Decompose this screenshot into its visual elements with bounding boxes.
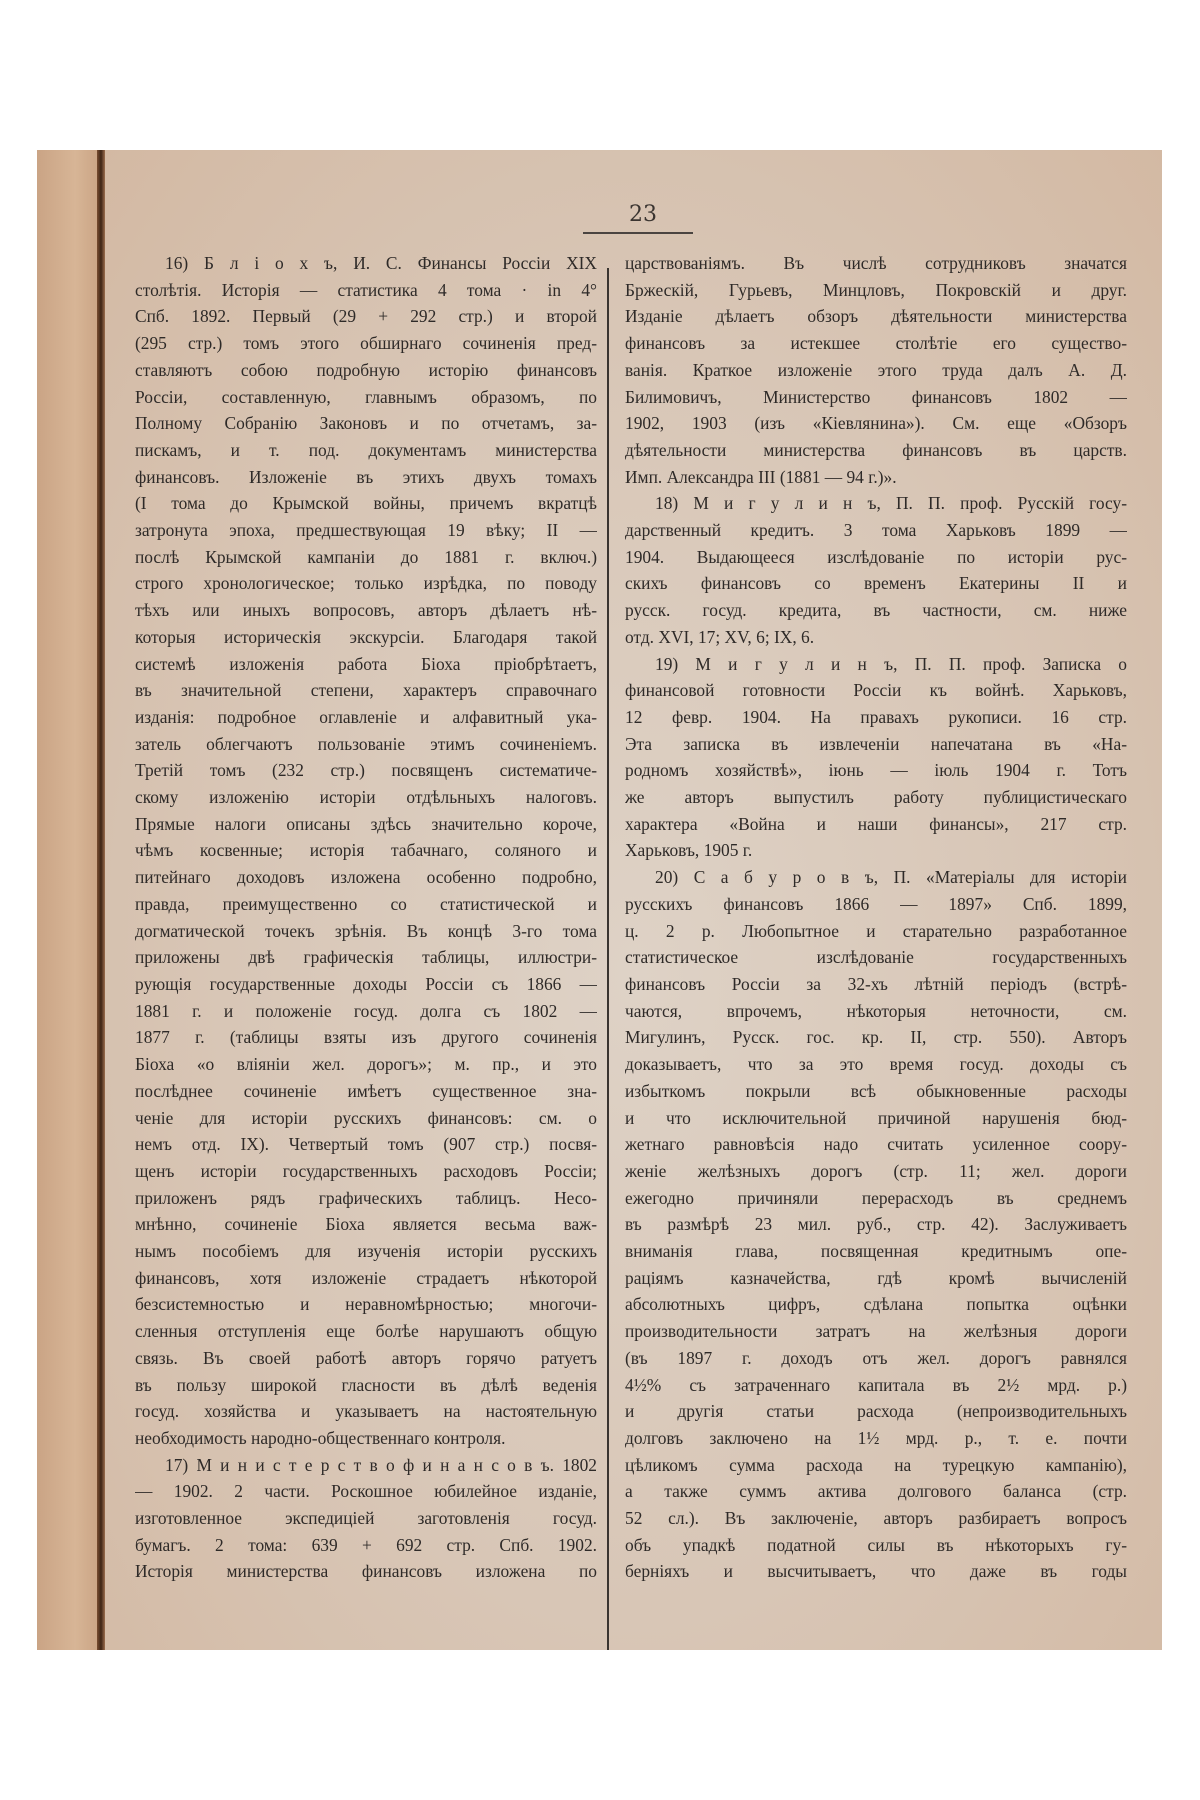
text-line: (въ 1897 г. доходъ отъ жел. дорогъ равнялся [625, 1347, 1127, 1368]
text-line: дѣятельности министерства финансовъ въ царств. [625, 439, 1127, 460]
text-line: отд. XVI, 17; XV, 6; IX, 6. [625, 626, 815, 647]
text-line: производительности затратъ на желѣзныя дороги [625, 1321, 1127, 1342]
text-line: вниманія глава, посвященная кредитнымъ опе- [625, 1241, 1127, 1262]
text-line: приложены двѣ графическія таблицы, иллюстри- [135, 947, 597, 968]
text-line: затель облегчаютъ пользованіе этимъ сочиненіемъ. [135, 733, 597, 754]
text-line: финансовъ. Изложеніе въ этихъ двухъ томахъ [135, 466, 597, 487]
column-divider [607, 268, 609, 1650]
book-photo [37, 150, 1162, 1650]
page-number-rule [583, 232, 693, 234]
text-line: (295 стр.) томъ этого обширнаго сочиненія пред- [135, 333, 597, 354]
text-line: Имп. Александра III (1881 — 94 г.)». [625, 466, 897, 487]
text-line: долговъ заключено на 1½ мрд. р., т. е. почти [625, 1427, 1127, 1448]
text-line: русск. госуд. кредита, въ частности, см. ниже [625, 600, 1127, 621]
text-line: 16) Б л і о х ъ, И. С. Финансы Россіи XIX [165, 253, 597, 273]
text-line: же авторъ выпустилъ работу публицистическаго [625, 787, 1127, 808]
text-line: строго хронологическое; только изрѣдка, по поводу [135, 573, 597, 594]
text-line: Спб. 1892. Первый (29 + 292 стр.) и второй [135, 306, 597, 327]
text-line: сленныя отступленія еще болѣе нарушаютъ общую [135, 1321, 597, 1342]
right-column [615, 250, 1127, 1585]
text-line: въ значительной степени, характеръ справочнаго [135, 680, 597, 701]
text-line: финансовъ Россіи за 32-хъ лѣтній періодъ (встрѣ- [625, 973, 1127, 994]
text-line: послѣ Крымской кампаніи до 1881 г. включ.) [135, 546, 597, 567]
text-line: системѣ изложенія работа Біоха пріобрѣтаетъ, [135, 653, 597, 674]
text-line: финансовъ, хотя изложеніе страдаетъ нѣкоторой [135, 1267, 597, 1288]
text-line: тѣхъ или иныхъ вопросовъ, авторъ дѣлаетъ нѣ- [135, 600, 597, 621]
text-line: Билимовичъ, Министерство финансовъ 1802 — [625, 386, 1127, 407]
text-line: жетнаго равновѣсія надо считать усиленное соору- [625, 1134, 1127, 1155]
text-line: русскихъ финансовъ 1866 — 1897» Спб. 1899, [625, 893, 1127, 914]
text-line: финансовъ за истекшее столѣтіе его существо- [625, 333, 1127, 354]
text-line: правда, преимущественно со статистической и [135, 893, 597, 914]
previous-page-edge [37, 150, 101, 1650]
text-line: затронута эпоха, предшествующая 19 вѣку; II — [135, 520, 597, 541]
text-line: немъ отд. IX). Четвертый томъ (907 стр.) посвя- [135, 1134, 597, 1155]
text-line: Россіи, составленную, главнымъ образомъ, по [135, 386, 597, 407]
text-line: (I тома до Крымской войны, причемъ вкратцѣ [135, 493, 597, 514]
text-line: раціямъ казначейства, гдѣ кромѣ вычисленій [625, 1267, 1127, 1288]
text-line: и что исключительной причиной нарушенія бюд- [625, 1107, 1127, 1128]
text-line: скихъ финансовъ со временъ Екатерины II и [625, 573, 1127, 594]
text-line: цѣликомъ сумма расхода на турецкую кампанію), [625, 1454, 1127, 1475]
text-line: царствованіямъ. Въ числѣ сотрудниковъ значатся [625, 253, 1127, 273]
text-line: ванія. Краткое изложеніе этого труда далъ А. Д. [625, 359, 1127, 380]
text-line: дарственный кредитъ. 3 тома Харьковъ 1899 — [625, 520, 1127, 541]
text-line: связь. Въ своей работѣ авторъ горячо ратуетъ [135, 1347, 597, 1368]
text-line: 20) С а б у р о в ъ, П. «Матеріалы для исторіи [655, 867, 1127, 888]
text-line: 17) М и н и с т е р с т в о ф и н а н с о в ъ. 1802 [165, 1454, 597, 1475]
text-line: изданія: подробное оглавленіе и алфавитный ука- [135, 706, 597, 727]
text-line: Исторія министерства финансовъ изложена по [135, 1561, 597, 1582]
text-line: мнѣнно, сочиненіе Біоха является весьма важ- [135, 1214, 597, 1235]
text-line: чѣмъ косвенные; исторія табачнаго, соляного и [135, 840, 597, 861]
text-line: пискамъ, и т. под. документамъ министерства [135, 439, 597, 460]
book-page [105, 150, 1162, 1650]
text-line: статистическое изслѣдованіе государственныхъ [625, 947, 1127, 968]
text-line: Прямые налоги описаны здѣсь значительно короче, [135, 813, 597, 834]
text-line: 12 февр. 1904. На правахъ рукописи. 16 стр. [625, 706, 1127, 727]
text-line: берніяхъ и высчитываетъ, что даже въ годы [625, 1561, 1127, 1582]
text-line: рующія государственные доходы Россіи съ 1866 — [135, 973, 597, 994]
text-line: въ размѣрѣ 23 мил. руб., стр. 42). Заслуживаетъ [625, 1214, 1127, 1235]
text-line: бумагъ. 2 тома: 639 + 692 стр. Спб. 1902. [135, 1534, 597, 1555]
text-line: — 1902. 2 части. Роскошное юбилейное изданіе, [135, 1481, 597, 1502]
text-line: финансовой готовности Россіи къ войнѣ. Харьковъ, [625, 680, 1127, 701]
text-line: Мигулинъ, Русск. гос. кр. II, стр. 550). Авторъ [625, 1027, 1127, 1048]
text-line: абсолютныхъ цифръ, сдѣлана попытка оцѣнки [625, 1294, 1127, 1315]
text-line: 1881 г. и положеніе госуд. долга съ 1802 — [135, 1000, 597, 1021]
text-line: женіе желѣзныхъ дорогъ (стр. 11; жел. дороги [625, 1160, 1127, 1181]
text-line: догматической точекъ зрѣнія. Въ концѣ 3-го тома [135, 920, 597, 941]
text-line: 1902, 1903 (изъ «Кіевлянина»). См. еще «Обзоръ [625, 413, 1127, 434]
text-line: ежегодно причиняли перерасходъ въ среднемъ [625, 1187, 1127, 1208]
text-line: 19) М и г у л и н ъ, П. П. проф. Записка о [655, 653, 1127, 674]
text-line: 1877 г. (таблицы взяты изъ другого сочиненія [135, 1027, 597, 1048]
text-line: доказываетъ, что за это время госуд. доходы съ [625, 1054, 1127, 1075]
text-line: Изданіе дѣлаетъ обзоръ дѣятельности министерства [625, 306, 1127, 327]
text-line: необходимость народно-общественнаго контроля. [135, 1427, 506, 1448]
left-column [135, 250, 597, 1585]
text-line: объ упадкѣ податной силы въ нѣкоторыхъ гу- [625, 1534, 1127, 1555]
text-line: а также суммъ актива долгового баланса (стр. [625, 1481, 1127, 1502]
text-line: Біоха «о вліяніи жел. дорогъ»; м. пр., и это [135, 1054, 597, 1075]
text-line: госуд. хозяйства и указываетъ на настоятельную [135, 1401, 597, 1422]
text-line: которыя историческія экскурсіи. Благодаря такой [135, 626, 597, 647]
text-line: питейнаго доходовъ изложена особенно подробно, [135, 867, 597, 888]
text-line: столѣтія. Исторія — статистика 4 тома · in 4° [135, 279, 597, 300]
text-line: щенъ исторіи государственныхъ расходовъ Россіи; [135, 1160, 597, 1181]
text-line: 4½% съ затраченнаго капитала въ 2½ мрд. р.) [625, 1374, 1127, 1395]
text-line: ченіе для исторіи русскихъ финансовъ: см. о [135, 1107, 597, 1128]
text-line: изготовленное экспедиціей заготовленія госуд. [135, 1508, 597, 1529]
text-line: ставляютъ собою подробную исторію финансовъ [135, 359, 597, 380]
text-line: Харьковъ, 1905 г. [625, 840, 753, 861]
page-number: 23 [629, 202, 657, 227]
text-line: приложенъ рядъ графическихъ таблицъ. Несо- [135, 1187, 597, 1208]
text-line: Эта записка въ извлеченіи напечатана въ «На- [625, 733, 1127, 754]
text-line: Бржескій, Гурьевъ, Минцловъ, Покровскій и друг. [625, 279, 1127, 300]
text-line: и другія статьи расхода (непроизводительныхъ [625, 1401, 1127, 1422]
text-line: характера «Война и наши финансы», 217 стр. [625, 813, 1127, 834]
text-line: родномъ хозяйствѣ», іюнь — іюль 1904 г. Тотъ [625, 760, 1127, 781]
text-line: 1904. Выдающееся изслѣдованіе по исторіи рус- [625, 546, 1127, 567]
text-line: безсистемностью и неравномѣрностью; многочи- [135, 1294, 597, 1315]
text-line: ц. 2 р. Любопытное и старательно разработанное [625, 920, 1127, 941]
book-gutter [97, 150, 105, 1650]
text-line: Полному Собранію Законовъ и по отчетамъ, за- [135, 413, 597, 434]
text-line: послѣднее сочиненіе имѣетъ существенное зна- [135, 1080, 597, 1101]
text-line: скому изложенію исторіи отдѣльныхъ налоговъ. [135, 787, 597, 808]
text-line: нымъ пособіемъ для изученія исторіи русскихъ [135, 1241, 597, 1262]
text-line: 18) М и г у л и н ъ, П. П. проф. Русскій госу- [655, 493, 1127, 514]
text-line: избыткомъ покрыли всѣ обыкновенные расходы [625, 1080, 1127, 1101]
text-line: въ пользу широкой гласности въ дѣлѣ веденія [135, 1374, 597, 1395]
text-line: чаются, впрочемъ, нѣкоторыя неточности, см. [625, 1000, 1127, 1021]
text-line: Третій томъ (232 стр.) посвященъ систематиче- [135, 760, 597, 781]
text-line: 52 сл.). Въ заключеніе, авторъ разбираетъ вопросъ [625, 1508, 1127, 1529]
